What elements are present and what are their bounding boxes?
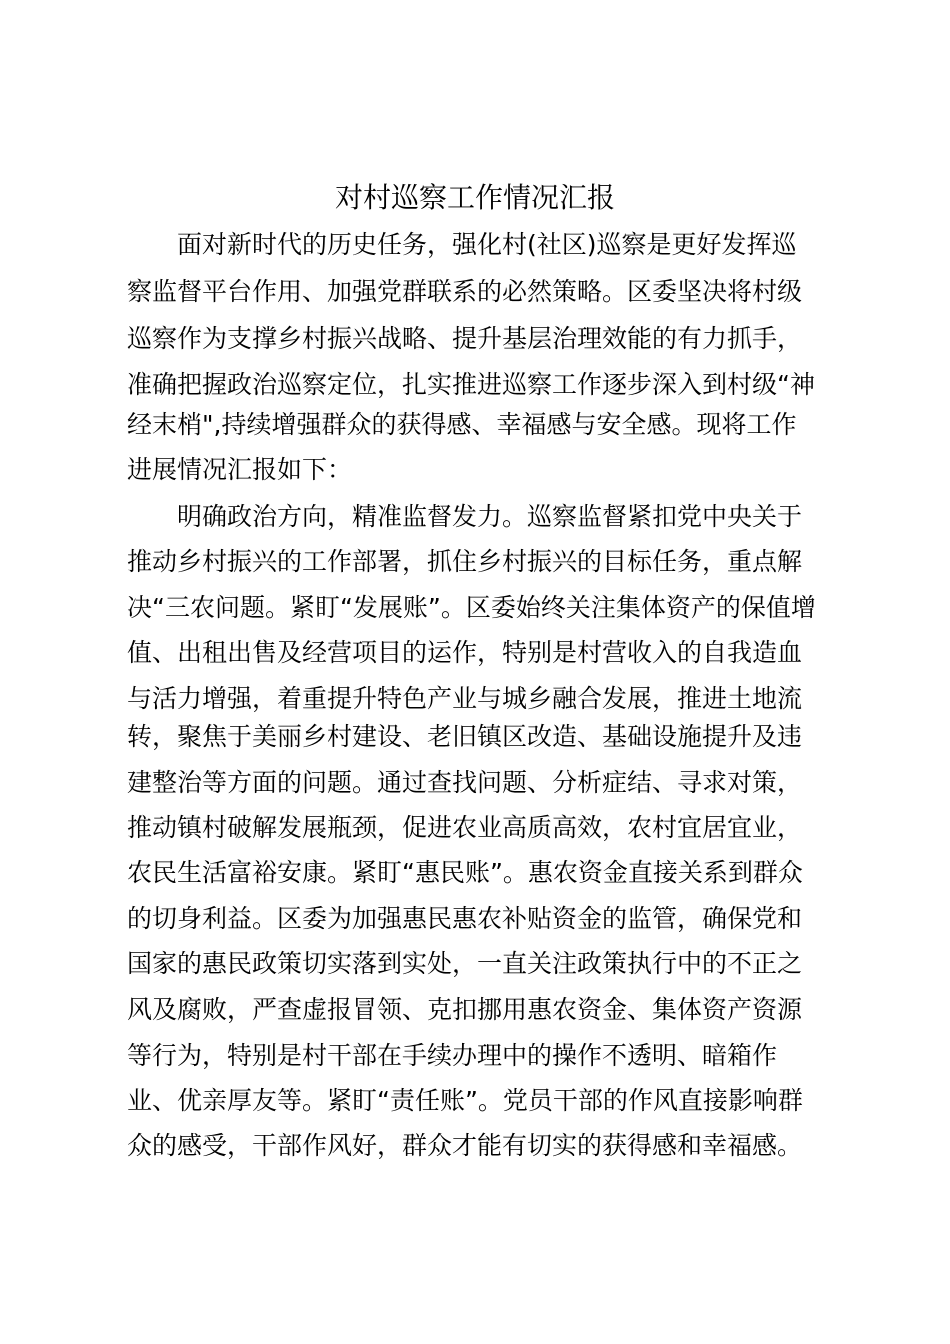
- body-line: 业、优亲厚友等。紧盯“责任账”。党员干部的作风直接影响群: [127, 1086, 803, 1115]
- body-line: 准确把握政治巡察定位，扎实推进巡察工作逐步深入到村级“神: [127, 370, 815, 399]
- document-title: 对村巡察工作情况汇报: [334, 181, 615, 214]
- body-line: 国家的惠民政策切实落到实处，一直关注政策执行中的不正之: [127, 949, 803, 978]
- body-line: 察监督平台作用、加强党群联系的必然策略。区委坚决将村级: [127, 277, 803, 306]
- body-line: 推动乡村振兴的工作部署，抓住乡村振兴的目标任务，重点解: [127, 547, 803, 576]
- body-line: 等行为，特别是村干部在手续办理中的操作不透明、暗箱作: [127, 1041, 778, 1070]
- body-line: 的切身利益。区委为加强惠民惠农补贴资金的监管，确保党和: [127, 904, 803, 933]
- body-line: 建整治等方面的问题。通过查找问题、分析症结、寻求对策，: [127, 768, 803, 797]
- body-line: 进展情况汇报如下：: [127, 455, 353, 484]
- body-line: 经末梢",持续增强群众的获得感、幸福感与安全感。现将工作: [127, 410, 797, 439]
- body-line: 决“三农问题。紧盯“发展账”。区委始终关注集体资产的保值增: [127, 593, 816, 622]
- body-line: 与活力增强，着重提升特色产业与城乡融合发展，推进土地流: [127, 684, 803, 713]
- body-line: 面对新时代的历史任务，强化村(社区)巡察是更好发挥巡: [127, 230, 797, 259]
- body-line: 风及腐败，严查虚报冒领、克扣挪用惠农资金、集体资产资源: [127, 995, 803, 1024]
- body-line: 农民生活富裕安康。紧盯“惠民账”。惠农资金直接关系到群众: [127, 858, 803, 887]
- body-line: 推动镇村破解发展瓶颈，促进农业高质高效，农村宜居宜业，: [127, 813, 803, 842]
- body-line: 巡察作为支撑乡村振兴战略、提升基层治理效能的有力抓手，: [127, 324, 803, 353]
- body-line: 明确政治方向，精准监督发力。巡察监督紧扣党中央关于: [127, 502, 803, 531]
- body-line: 转，聚焦于美丽乡村建设、老旧镇区改造、基础设施提升及违: [127, 722, 803, 751]
- body-line: 众的感受，干部作风好，群众才能有切实的获得感和幸福感。: [127, 1131, 803, 1160]
- body-line: 值、出租出售及经营项目的运作，特别是村营收入的自我造血: [127, 638, 803, 667]
